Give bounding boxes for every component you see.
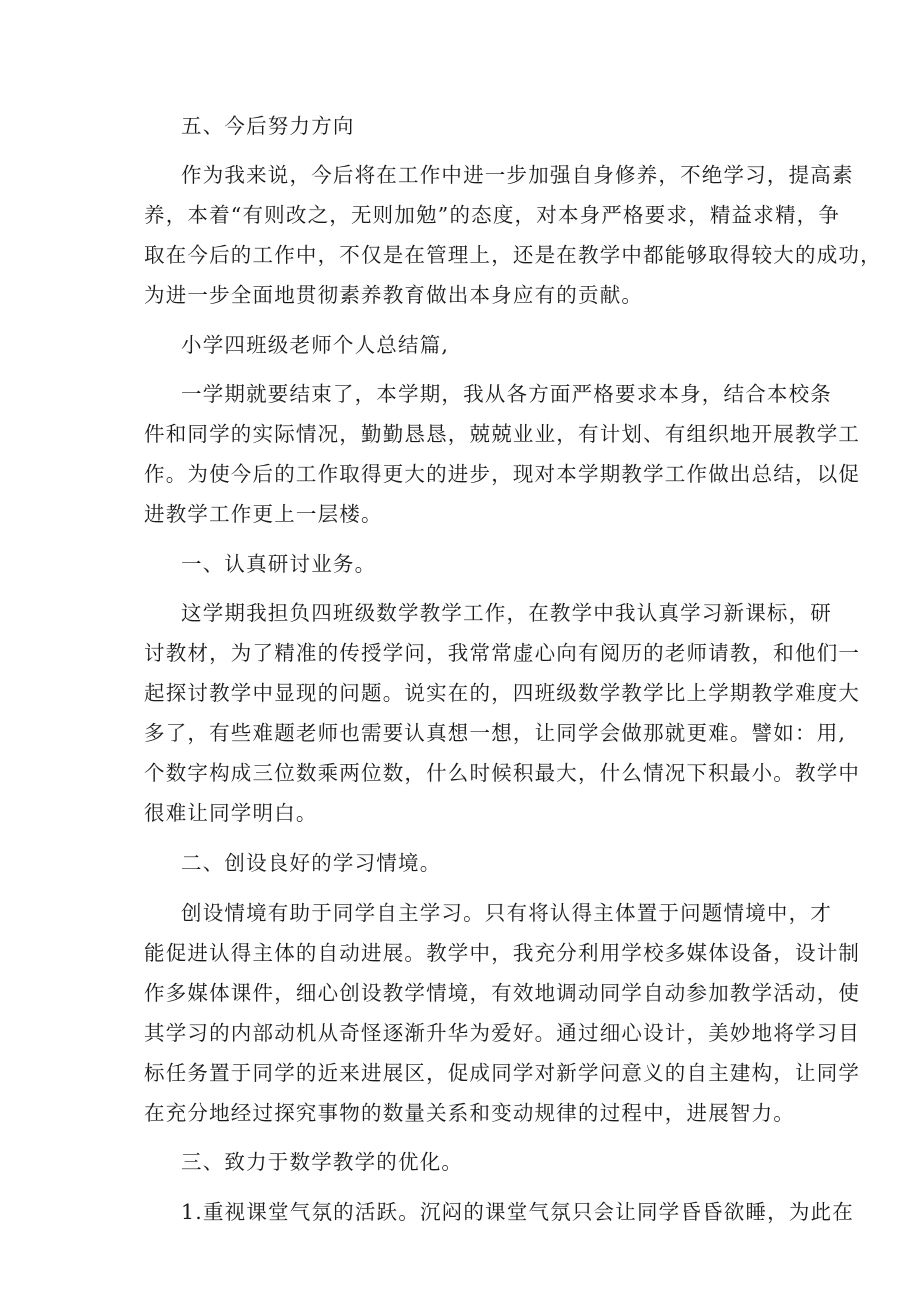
paragraph-line: 一学期就要结束了，本学期，我从各方面严格要求本身，结合本校条: [181, 382, 832, 406]
paragraph-line: 很难让同学明白。: [144, 801, 318, 825]
paragraph-line: 为进一步全面地贯彻素养教育做出本身应有的贡献。: [144, 283, 644, 307]
heading-future-direction: 五、今后努力方向: [181, 114, 355, 138]
paragraph-line: 取在今后的工作中，不仅是在管理上，还是在教学中都能够取得较大的成功，: [144, 243, 882, 267]
heading-learning-situation: 二、创设良好的学习情境。: [181, 851, 442, 875]
paragraph-line: 1.重视课堂气氛的活跃。沉闷的课堂气氛只会让同学昏昏欲睡，为此在: [181, 1200, 854, 1224]
heading-research: 一、认真研讨业务。: [181, 552, 377, 576]
paragraph-line: 标任务置于同学的近来进展区，促成同学对新学问意义的自主建构，让同学: [144, 1061, 861, 1085]
paragraph-line: 其学习的内部动机从奇怪逐渐升华为爱好。通过细心设计，美妙地将学习目: [144, 1021, 861, 1045]
paragraph-line: 起探讨教学中显现的问题。说实在的，四班级数学教学比上学期教学难度大: [144, 681, 861, 705]
paragraph-line: 能促进认得主体的自动进展。教学中，我充分利用学校多媒体设备，设计制: [144, 941, 861, 965]
paragraph-line: 在充分地经过探究事物的数量关系和变动规律的过程中，进展智力。: [144, 1101, 795, 1125]
paragraph-line: 个数字构成三位数乘两位数，什么时候积最大，什么情况下积最小。教学中: [144, 761, 861, 785]
paragraph-line: 这学期我担负四班级数学教学工作，在教学中我认真学习新课标，研: [181, 601, 832, 625]
paragraph-line: 作。为使今后的工作取得更大的进步，现对本学期教学工作做出总结，以促: [144, 462, 861, 486]
section-title: 小学四班级老师个人总结篇,: [181, 333, 450, 357]
paragraph-line: 多了，有些难题老师也需要认真想一想，让同学会做那就更难。譬如：用,: [144, 721, 847, 745]
paragraph-line: 创设情境有助于同学自主学习。只有将认得主体置于问题情境中，才: [181, 901, 832, 925]
paragraph-line: 进教学工作更上一层楼。: [144, 502, 383, 526]
paragraph-line: 养，本着“有则改之，无则加勉”的态度，对本身严格要求，精益求精，争: [144, 203, 841, 227]
paragraph-line: 讨教材，为了精准的传授学问，我常常虚心向有阅历的老师请教，和他们一: [144, 641, 861, 665]
paragraph-line: 作多媒体课件，细心创设教学情境，有效地调动同学自动参加教学活动，使: [144, 981, 861, 1005]
heading-optimization: 三、致力于数学教学的优化。: [181, 1150, 464, 1174]
paragraph-line: 件和同学的实际情况，勤勤恳恳，兢兢业业，有计划、有组织地开展教学工: [144, 422, 861, 446]
paragraph-line: 作为我来说，今后将在工作中进一步加强自身修养，不绝学习，提高素: [181, 163, 854, 187]
